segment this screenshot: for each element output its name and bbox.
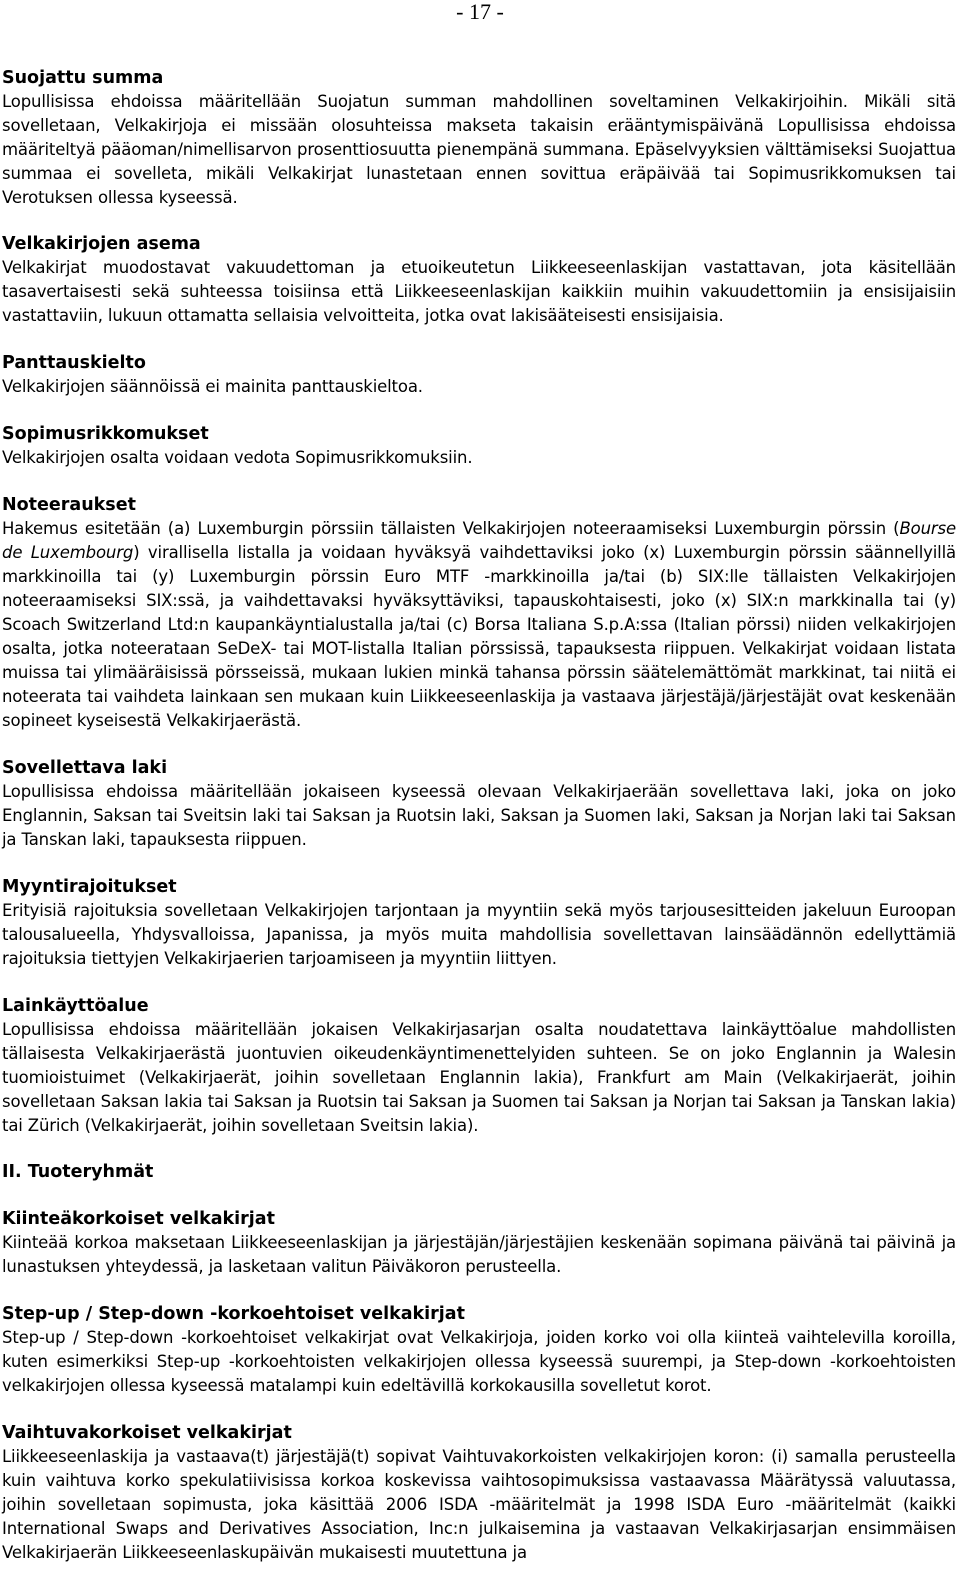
section-heading: Noteeraukset: [2, 495, 136, 515]
section-kiintea-korkoiset: [2, 1207, 956, 1279]
section-body: Lopullisissa ehdoissa määritellään Suojatun summan mahdollinen soveltaminen Velkakirjoihin. Mikäli sitä sovelletaan, Velkakirjoja ei missään olosuhteissa makseta takaisin erääntymispäivänä Lopullisissa ehdoissa määriteltyä pääoman/nimellisarvon prosenttiosuutta pienempänä summana. Epäselvyyksien välttämiseksi Suojattua summaa ei sovelleta, mikäli Velkakirjat lunastetaan ennen sovittua eräpäivää tai Sopimusrikkomuksen tai Verotuksen ollessa kyseessä.: [2, 92, 956, 207]
section-heading: Kiinteäkorkoiset velkakirjat: [2, 1209, 275, 1229]
italic-term: Bourse de Luxembourg: [2, 519, 956, 562]
section-noteeraukset: [2, 493, 956, 733]
page-number: - 17 -: [456, 0, 504, 24]
document-body: [2, 66, 956, 1588]
body-text-segment: Hakemus esitetään (a) Luxemburgin pörssiin tällaisten Velkakirjojen noteeraamiseksi Luxemburgin pörssin (: [2, 519, 900, 538]
body-text-segment: ) virallisella listalla ja voidaan hyväksyä vaihdettaviksi joko (x) Luxemburgin pörssin säännellyillä markkinoilla tai (y) Luxemburgin pörssin Euro MTF -markkinoilla ja/tai (b) SIX:lle tällaisten Velkakirjojen noteeraamiseksi SIX:ssä, ja vaihdettavaksi hyväksyttäviksi, tapauskohtaisesti, joko (x) SIX:n markkinalla tai (y) Scoach Switzerland Ltd:n kaupankäyntialustalla ja/tai (c) Borsa Italiana S.p.A:ssa (Italian pörssi) niiden velkakirjojen osalta, jotka noteerataan SeDeX- tai MOT-listalla Italian pörssissä, tapauksesta riippuen. Velkakirjat voidaan listata muissa tai ylimääräisissä pörsseissä, mukaan lukien minkä tahansa pörssin säätelemättömät markkinat, tai niitä ei noteerata tai vaihdeta lainkaan sen mukaan kuin Liikkeeseenlaskija ja vastaava järjestäjä/järjestäjät ovat keskenään sopineet kyseisestä Velkakirjaerästä.: [2, 543, 957, 730]
section-vaihtuvakorkoiset: [2, 1421, 956, 1565]
section-heading: Suojattu summa: [2, 68, 164, 88]
section-body: [2, 517, 956, 733]
section-body: Velkakirjojen osalta voidaan vedota Sopimusrikkomuksiin.: [2, 448, 473, 467]
section-body: Step-up / Step-down -korkoehtoiset velkakirjat ovat Velkakirjoja, joiden korko voi olla kiinteä vaihtelevilla koroilla, kuten esimerkiksi Step-up -korkoehtoisten velkakirjojen ollessa kyseessä suurempi, ja Step-down -korkoehtoisten velkakirjojen ollessa kyseessä matalampi kuin edeltävillä korkokausilla sovelletut korot.: [2, 1328, 956, 1395]
section-heading: Panttauskielto: [2, 353, 146, 373]
chapter-heading: II. Tuoteryhmät: [2, 1162, 154, 1182]
section-heading: Vaihtuvakorkoiset velkakirjat: [2, 1423, 292, 1443]
section-heading: Lainkäyttöalue: [2, 996, 149, 1016]
section-panttauskielto: [2, 351, 956, 399]
section-lainkayttoalue: [2, 994, 956, 1138]
section-sopimusrikkomukset: [2, 422, 956, 470]
chapter-heading-block: [2, 1160, 956, 1184]
section-velkakirjojen-asema: [2, 232, 956, 328]
section-body: Liikkeeseenlaskija ja vastaava(t) järjestäjä(t) sopivat Vaihtuvakorkoisten velkakirjojen koron: (i) samalla perusteella kuin vaihtuva korko spekulatiivisissa korkoa koskevissa vaihtosopimuksissa vastaavassa Määrätyssä valuutassa, joihin sovelletaan sopimusta, joka käsittää 2006 ISDA -määritelmät ja 1998 ISDA Euro -määritelmät (kaikki International Swaps and Derivatives Association, Inc:n julkaisemina ja vastaavan Velkakirjasarjan ensimmäisen Velkakirjaerän Liikkeeseenlaskupäivän mukaisesti muutettuna ja: [2, 1447, 956, 1562]
section-body: Velkakirjojen säännöissä ei mainita panttauskieltoa.: [2, 377, 423, 396]
section-body: Lopullisissa ehdoissa määritellään jokaiseen kyseessä olevaan Velkakirjaerään sovellettava laki, joka on joko Englannin, Saksan tai Sveitsin laki tai Saksan ja Ruotsin laki, Saksan ja Suomen laki, Saksan ja Norjan laki tai Saksan ja Tanskan laki, tapauksesta riippuen.: [2, 782, 956, 849]
section-body: Lopullisissa ehdoissa määritellään jokaisen Velkakirjasarjan osalta noudatettava lainkäyttöalue mahdollisten tällaisesta Velkakirjaerästä juontuvien oikeudenkäyntimenettelyiden suhteen. Se on joko Englannin ja Walesin tuomioistuimet (Velkakirjaerät, joihin sovelletaan Englannin lakia), Frankfurt am Main (Velkakirjaerät, joihin sovelletaan Saksan lakia tai Saksan ja Ruotsin tai Saksan ja Suomen tai Saksan ja Norjan tai Saksan ja Tanskan lakia) tai Zürich (Velkakirjaerät, joihin sovelletaan Sveitsin lakia).: [2, 1020, 956, 1135]
section-myyntirajoitukset: [2, 875, 956, 971]
section-heading: Step-up / Step-down -korkoehtoiset velkakirjat: [2, 1304, 465, 1324]
section-heading: Myyntirajoitukset: [2, 877, 177, 897]
section-step-up-step-down: [2, 1302, 956, 1398]
section-heading: Velkakirjojen asema: [2, 234, 201, 254]
section-suojattu-summa: [2, 66, 956, 210]
section-heading: Sopimusrikkomukset: [2, 424, 209, 444]
section-body: Kiinteää korkoa maksetaan Liikkeeseenlaskijan ja järjestäjän/järjestäjien keskenään sopimana päivänä tai päivinä ja lunastuksen yhteydessä, ja lasketaan valitun Päiväkoron perusteella.: [2, 1233, 956, 1276]
section-body: Erityisiä rajoituksia sovelletaan Velkakirjojen tarjontaan ja myyntiin sekä myös tarjousesitteiden jakeluun Euroopan talousalueella, Yhdysvalloissa, Japanissa, ja myös muita mahdollisia sovellettavan lainsäädännön edellyttämiä rajoituksia tiettyjen Velkakirjaerien tarjoamiseen ja myyntiin liittyen.: [2, 901, 956, 968]
section-heading: Sovellettava laki: [2, 758, 168, 778]
section-body: Velkakirjat muodostavat vakuudettoman ja etuoikeutetun Liikkeeseenlaskijan vastattavan, jota käsitellään tasavertaisesti sekä suhteessa toisiinsa että Liikkeeseenlaskijan kaikkiin muihin vakuudettomiin ja ensisijaisiin vastattaviin, lukuun ottamatta sellaisia velvoitteita, jotka ovat lakisääteisesti ensisijaisia.: [2, 258, 956, 325]
section-sovellettava-laki: [2, 756, 956, 852]
